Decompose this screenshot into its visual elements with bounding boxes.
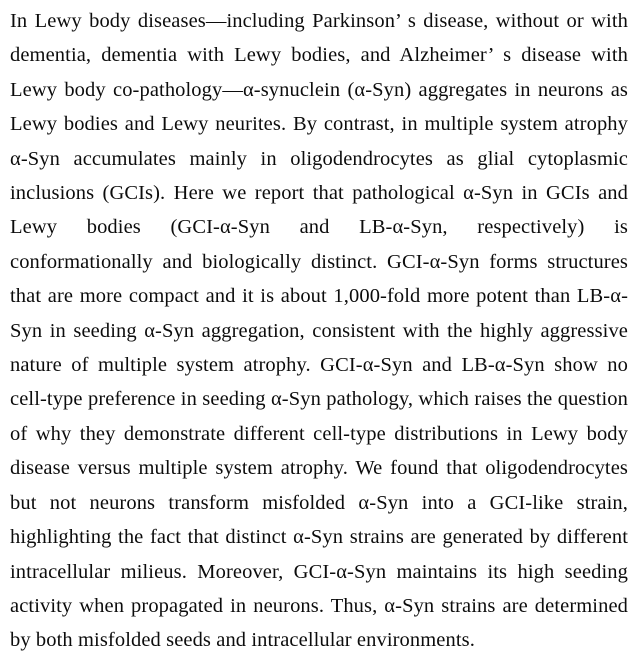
abstract-text: In Lewy body diseases—including Parkinson’ s disease, without or with dementia, dementia with Lewy bodies, and Alzheimer’ s disease with Lewy body co-pathology—α-synuclein (α-Syn) aggregates in neurons as Lewy bodies and Lewy neurites. By contrast, in multiple system atrophy α-Syn accumulates mainly in oligodendrocytes as glial cytoplasmic inclusions (GCIs). Here we report that pathological α-Syn in GCIs and Lewy bodies (GCI-α-Syn and LB-α-Syn, respectively) is conformationally and biologically distinct. GCI-α-Syn forms structures that are more compact and it is about 1,000-fold more potent than LB-α-Syn in seeding α-Syn aggregation, consistent with the highly aggressive nature of multiple system atrophy. GCI-α-Syn and LB-α-Syn show no cell-type preference in seeding α-Syn pathology, which raises the question of why they demonstrate different cell-type distributions in Lewy body disease versus multiple system atrophy. We found that oligodendrocytes but not neurons transform misfolded α-Syn into a GCI-like strain, highlighting the fact that distinct α-Syn strains are generated by different intracellular milieus. Moreover, GCI-α-Syn maintains its high seeding activity when propagated in neurons. Thus, α-Syn strains are determined by both misfolded seeds and intracellular environments. bbox=[10, 10, 628, 652]
